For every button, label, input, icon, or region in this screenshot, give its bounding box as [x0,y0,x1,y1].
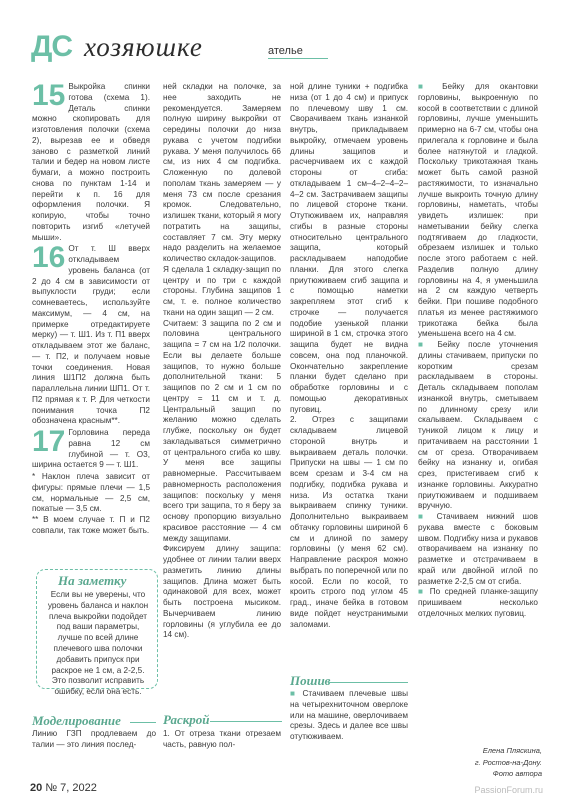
modeling-title: Моделирование [32,713,121,728]
column-4 [418,82,538,620]
step-16 [32,244,150,427]
poshiv-text [290,689,408,743]
poshiv-text-body: Стачиваем плечевые швы на четырехниточном оверлоке или на машине, оверлочиваем срезы. Здесь и далее все швы отутюживаем. [290,689,408,741]
step-number: 17 [32,428,66,458]
subtitle-underline [268,58,328,64]
col4-bullet-2-text: Бейку после уточнения длины стачиваем, припуски по коротким срезам раскладываем в стороны. Деталь складываем пополам изнанкой внутрь, сметываем по длинному срезу или скалываем. Складываем с туникой лицом к лицу и притачиваем на расстоянии 1 см от среза. Отворачиваем бейку на изнанку и, огибая срез, пристегиваем сгиб к изнанке горловины. Аккуратно приутюживаем и подшиваем вручную. [418,340,538,511]
section-subtitle: ателье [268,45,303,57]
raskroy-rule [210,721,282,722]
poshiv-title: Пошив [290,673,331,688]
footnote-2: ** В моем случае т. П и П2 совпали, так тоже может быть. [32,515,150,535]
col2-paragraph-4: Фиксируем длину защипа: удобнее от линии талии вверх разметить линию длины защипов. Длина может быть одинаковой для всех, может быть построена мысиком. Вычерчиваем линию горловины (я углубила ее до 14 см). [163,544,281,640]
modeling-rule [130,722,156,723]
author-block [418,745,542,780]
col4-bullet-2 [418,340,538,512]
col4-bullet-3 [418,512,538,587]
note-title: На заметку [58,573,127,588]
step-text: Выкройка спинки готова (схема 1). Деталь спинки можно скопировать для изготовления полочки (схема 2), вырезав ее и обведя заново с разметкой линий талии и бедер на новом листе бумаги, а можно построить снова по пунктам 1-14 и перейти к п. 16 для оформления полочки. Я копирую, чтобы точно повторить изгиб «летучей мыши». [32,82,150,242]
col2-paragraph-3: Считаем: 3 защипа по 2 см и половина центрального защипа = 7 см на 1/2 полочки. Если вы делаете больше защипов, то нужно больше дополнительной ткани: 5 защипов по 2 см и 1 см по центру = 11 см и т. д. Центральный защип по желанию можно сделать глубже, поскольку он будет закладываться симметрично от центрального сгиба ко шву. У меня все защипы равномерные. Рассчитываем равномерность расположения защипов: поскольку у меня всего три защипа, то я беру за основу пропорцию визуально красивое расстояние — 4 см между защипами. [163,318,281,543]
note-text: Если вы не уверены, что уровень баланса и наклон плеча выкройки подойдет под ваши параметры, лучше по всей длине плечевого шва полочки добавить припуск при раскрое не 1 см, а 2-2,5. Это позволит исправить ошибку, если она есть. [47,590,149,697]
col3-paragraph-2: 2. Отрез с защипами складываем лицевой стороной внутрь и выкраиваем деталь полочки. Припуски на швы — 1 см по всем срезам и 3-4 см на подгибку, подгибка рукава и низа. Из остатка ткани выкраиваем спинку туники. Дополнительно выкраиваем обтачку горловины шириной 6 см и длиной по замеру горловины (у меня 62 см). Направление раскроя можно выбрать по поперечной или по косой. Если по косой, то кроить строго под углом 45 град., иначе бейка в готовом виде пойдет неустранимыми заломами. [290,415,408,629]
poshiv-rule [328,682,408,683]
col2-paragraph-1: ней складки на полочке, за нее заходить не рекомендуется. Замеряем полную ширину выкройки от середины полочки до низа рукава с учетом подгибки рукава. У меня получилось 66 см, из них 4 см подгибка. Сложенную по долевой пополам ткань замеряем — у меня 73 см после срезания кромок. Следовательно, излишек ткани, который я могу потратить на защипы, составляет 7 см. Эту мерку надо разделить на желаемое количество складок-защипов. [163,82,281,263]
page-footer [30,782,97,794]
bullet-icon: ■ [290,689,303,698]
column-2 [163,82,281,641]
bullet-icon: ■ [418,82,443,91]
column-3 [290,82,408,630]
section-title: хозяюшке [84,32,203,62]
step-text: Горловина переда равна 12 см глубиной — т. О3, ширина остается 9 — т. Ш1. [32,428,150,470]
step-text: От т. Ш вверх откладываем уровень баланса (от 2 до 4 см в зависимости от выпуклости груди; если сомневаетесь, используйте максимум, — 4 см, на примерке отредактируете мерку) — т. Ш1. Из т. П1 вверх откладываем этот же баланс, — т. П2, и получаем новые точки соединения. Новая линия Ш1П2 должна быть параллельна линии ШП1. От т. П2 прямая к т. Р. Для четкости понимания точка П2 обозначена красным**. [32,244,150,426]
step-number: 15 [32,82,66,112]
raskroy-text: 1. От отреза ткани отрезаем часть, равную пол- [163,729,281,749]
site-watermark: PassionForum.ru [474,785,543,795]
col4-bullet-1-text: Бейку для окантовки горловины, выкроенную по косой в соответствии с длиной горловины, лучше уменьшить примерно на 6-7 см, чтобы она прилегала к горловине и была более натянутой и гладкой. Поскольку трикотажная ткань может быть самой разной растяжимости, то изначально лучше выкроить точную длину горловины, наметать, чтобы увидеть излишек: при наметывании бейку слегка подтягиваем до гладкости, обрезаем излишек и только после этого работаем с ней. Разделив полную длину горловины на 4, я уменьшила на 2 см каждую четверть бейки. При пошиве подобного платья из менее растяжимого трикотажа бейка была уменьшена всего на 4 см. [418,82,538,339]
bullet-icon: ■ [418,512,437,521]
column-1 [32,82,150,537]
col4-bullet-4-text: По средней планке-защипу пришиваем несколько отделочных мелких пуговиц. [418,587,538,618]
page-header [31,30,431,70]
col4-bullet-4 [418,587,538,619]
bullet-icon: ■ [418,587,430,597]
modeling-text: Линию ГЗП продлеваем до талии — это линия послед- [32,729,156,749]
author-name: Елена Пляскина, [482,746,542,755]
col4-bullet-3-text: Стачиваем нижний шов рукава вместе с боковым швом. Подгибку низа и рукавов отворачиваем на изнанку по разметке и отстрачиваем в край или двойной иглой по разметке 2-2,5 см от сгиба. [418,512,538,586]
section-logo: ДС [31,30,73,63]
author-photo-credit: Фото автора [492,769,542,778]
col2-paragraph-2: Я сделала 1 складку-защип по центру и по три с каждой стороны. Глубина защипов 1 см, т. е. полное количество ткани на один защип — 2 см. [163,264,281,317]
col3-paragraph-1: ной длине туники + подгибка низа (от 1 до 4 см) и припуск по плечевому шву 1 см. Сворачиваем ткань изнанкой внутрь, прикладываем выкройку, отмечаем уровень длины защипов и расчерчиваем их с каждой стороны от сгиба: откладываем 1 см–4–2–4–2–4–2 см. Застрачиваем защипы по лицевой стороне ткани. Отутюживаем их, направляя сгибы в разные стороны относительно центрального защипа, который раскладываем наподобие планки. Для этого слегка приутюживаем сгиб защипа и с помощью наметки закрепляем этот сгиб к строчке — получается подобие узенькой планки шириной в 1 см, строчка этого защипа будет не видна совсем, она под планочкой. Окончательно закрепление планки будет сделано при обработке горловины и с помощью декоративных пуговиц. [290,82,408,414]
raskroy-title: Раскрой [163,712,210,727]
col4-bullet-1 [418,82,538,340]
bullet-icon: ■ [418,340,438,349]
step-17 [32,428,150,471]
issue-label: № 7, 2022 [45,782,97,794]
step-15 [32,82,150,243]
step-number: 16 [32,244,66,275]
footnote-1: * Наклон плеча зависит от фигуры: прямые плечи — 1,5 см, нормальные — 2,5 см, покатые — 3,5 см. [32,472,150,514]
page-number: 20 [30,782,43,794]
author-city: г. Ростов-на-Дону. [474,757,542,767]
